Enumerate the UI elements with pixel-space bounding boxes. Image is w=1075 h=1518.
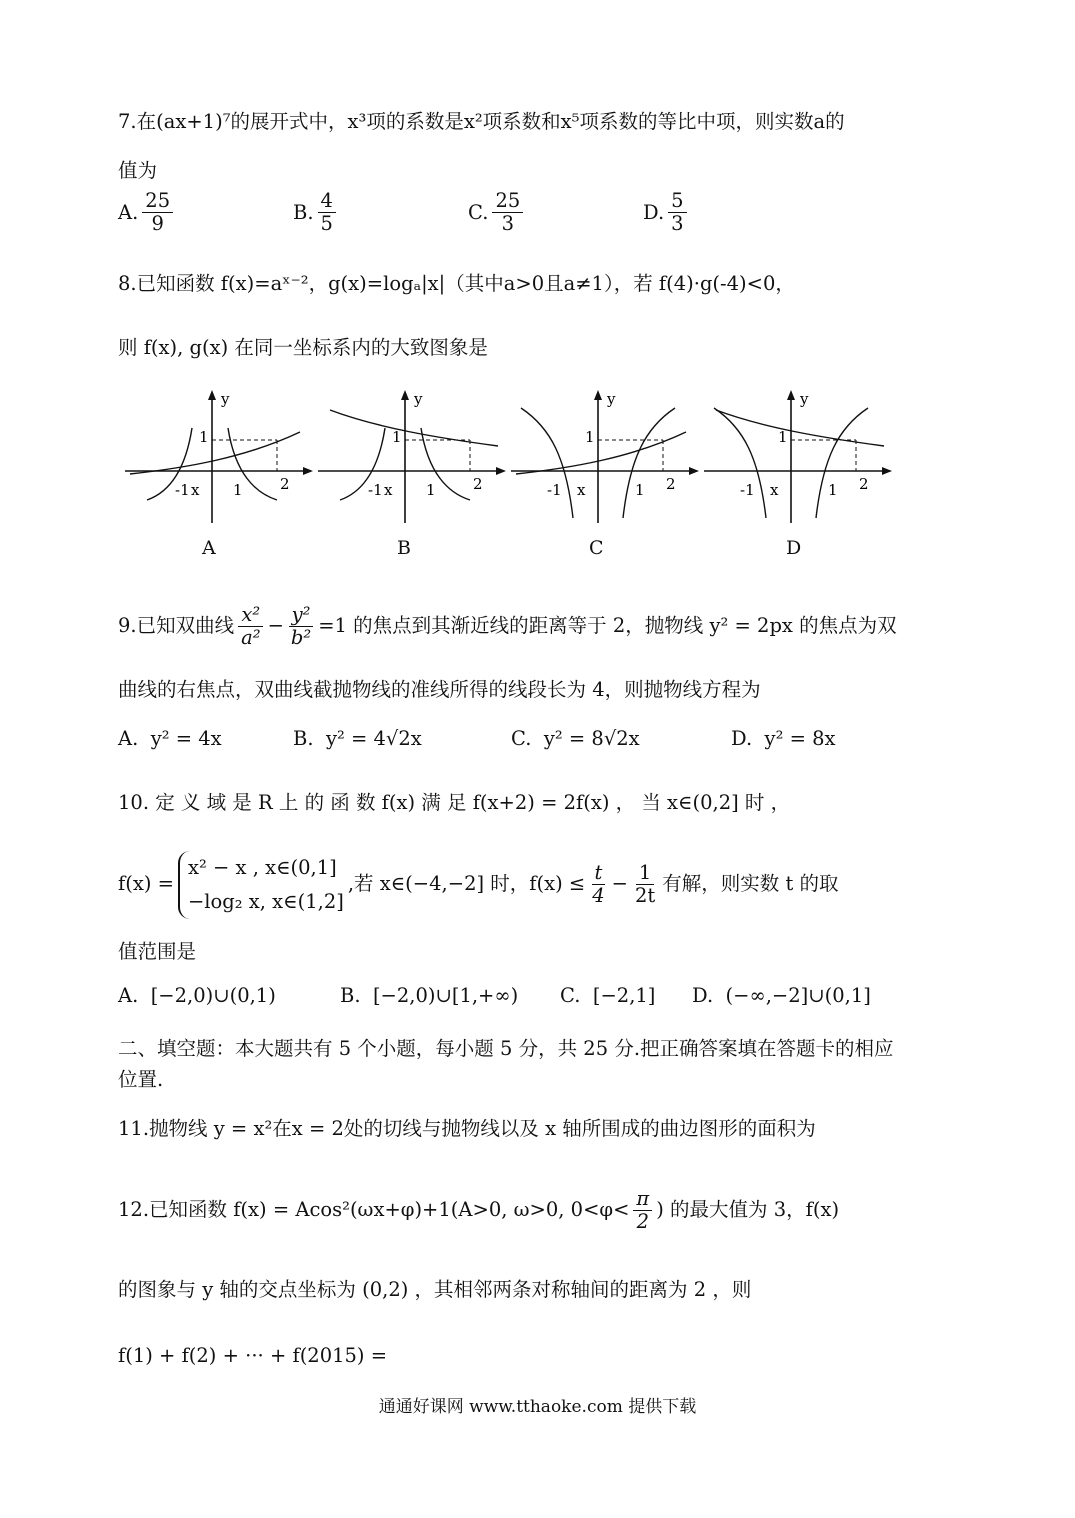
graph-d-x-label: x [770,481,779,499]
page-footer: 通通好课网 www.tthaoke.com 提供下载 [378,1397,697,1417]
graph-a-tick-1: 1 [233,481,243,499]
q10-option-b: B. [−2,0)∪[1,+∞) [340,984,519,1007]
graph-c-tick-neg1: -1 [547,481,562,499]
graph-a-tick-2: 2 [280,475,290,493]
q9-option-c: C. y² = 8√2x [511,727,640,750]
q7-option-d: D. $\frac{5}{3}$ [643,190,818,236]
q7-stem-cont: 值为 [118,159,158,182]
graph-b-tick-2: 2 [473,475,483,493]
graph-d [704,388,894,528]
q10-option-d: D. (−∞,−2]∪(0,1] [692,984,871,1007]
q10-piecewise-line: f(x) = x² − x , x∈(0,1] −log₂ x, x∈(1,2] ,若 x∈(−4,−2] 时，f(x) ≤ $\frac{t}{4}$ − $\frac{1}{2t}$ 有解，则实数 t 的取 [118,845,957,923]
graph-b-x-label: x [384,481,393,499]
graph-label-a: A [202,537,216,559]
graph-d-tick-neg1: -1 [740,481,755,499]
graph-b-tick-1: 1 [426,481,436,499]
graph-c-x-label: x [577,481,586,499]
q7-option-c: C. $\frac{25}{3}$ [468,190,643,236]
q9-option-b: B. y² = 4√2x [293,727,422,750]
q8-stem: 8.已知函数 f(x)=aˣ⁻²，g(x)=logₐ|x|（其中a>0且a≠1），若 f(4)·g(-4)<0， [118,272,795,295]
graph-a-y-label: y [221,390,230,408]
graph-label-b: B [397,537,411,559]
q12-stem: 12.已知函数 f(x) = Acos²(ωx+φ)+1(A>0, ω>0, 0<φ< $\frac{\pi}{2}$ ) 的最大值为 3，f(x) [118,1186,840,1233]
q8-stem-cont: 则 f(x), g(x) 在同一坐标系内的大致图象是 [118,336,488,359]
q10-stem-cont: 值范围是 [118,940,197,963]
graph-b-tick-neg1: -1 [368,481,383,499]
graph-c-tick-y1: 1 [585,428,595,446]
graph-label-d: D [786,537,802,559]
graph-b [318,388,508,528]
graph-c-tick-2: 2 [666,475,676,493]
q10-option-c: C. [−2,1] [560,984,656,1007]
q11-stem: 11.抛物线 y = x²在x = 2处的切线与抛物线以及 x 轴所围成的曲边图形的面积为 [118,1117,816,1140]
q9-option-d: D. y² = 8x [731,727,836,750]
graph-b-y-label: y [414,390,423,408]
q9-stem: 9.已知双曲线 $\frac{\text{x²}}{\text{a²}}$ − $\frac{\text{y²}}{\text{b²}}$ =1 的焦点到其渐近线的距离等于 2，抛物线 y² = 2px 的焦点为双 [118,602,897,649]
graph-c [511,388,701,528]
graph-d-tick-2: 2 [859,475,869,493]
graph-a-x-label: x [191,481,200,499]
q10-piecewise: x² − x , x∈(0,1] −log₂ x, x∈(1,2] [178,851,344,919]
q12-stem-cont: 的图象与 y 轴的交点坐标为 (0,2) ，其相邻两条对称轴间的距离为 2 ，则 [118,1278,752,1301]
q9-options [118,727,957,750]
q7-option-b: B. $\frac{4}{5}$ [293,190,468,236]
q9-stem-cont: 曲线的右焦点，双曲线截抛物线的准线所得的线段长为 4，则抛物线方程为 [118,678,761,701]
graph-c-tick-1: 1 [635,481,645,499]
q10-option-a: A. [−2,0)∪(0,1) [118,984,276,1007]
section2-heading: 二、填空题：本大题共有 5 个小题，每小题 5 分，共 25 分.把正确答案填在答题卡的相应 [118,1037,894,1060]
q7-option-a: A. $\frac{25}{9}$ [118,190,293,236]
graph-d-tick-1: 1 [828,481,838,499]
q10-stem: 10. 定 义 域 是 R 上 的 函 数 f(x) 满 足 f(x+2) = 2f(x) ， 当 x∈(0,2] 时 ， [118,791,791,814]
graph-a [125,388,315,528]
graph-d-y-label: y [800,390,809,408]
graph-a-tick-neg1: -1 [175,481,190,499]
graph-b-tick-y1: 1 [392,428,402,446]
q7-stem: 7.在(ax+1)⁷的展开式中，x³项的系数是x²项系数和x⁵项系数的等比中项，则实数a的 [118,110,845,133]
q12-sum: f(1) + f(2) + ··· + f(2015) = [118,1344,388,1367]
graph-d-tick-y1: 1 [778,428,788,446]
section2-heading-cont: 位置. [118,1068,164,1091]
q7-options [118,190,957,236]
graph-label-c: C [589,537,604,559]
graph-c-y-label: y [607,390,616,408]
q9-option-a: A. y² = 4x [118,727,222,750]
graph-a-tick-y1: 1 [199,428,209,446]
q10-options [118,984,957,1007]
